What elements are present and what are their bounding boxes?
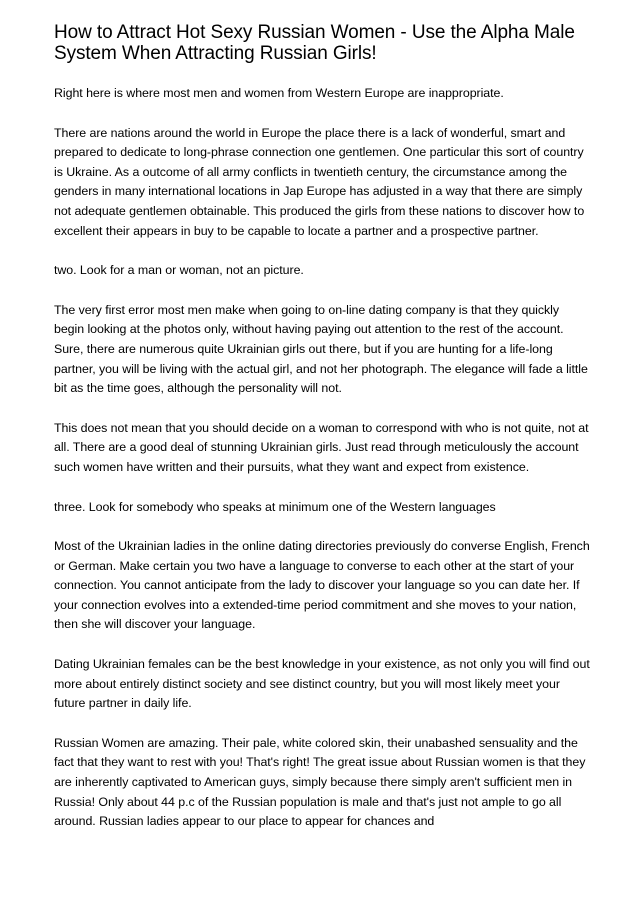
document-title: How to Attract Hot Sexy Russian Women - Use the Alpha Male System When Attracting Russian Girls! [54, 22, 575, 64]
document-page [54, 22, 590, 852]
paragraph-dating: Dating Ukrainian females can be the best knowledge in your existence, as not only you will find out more about entirely distinct society and see distinct country, but you will most likely meet your future partner in daily life. [54, 657, 590, 711]
paragraph-languages: Most of the Ukrainian ladies in the online dating directories previously do converse English, French or German. Make certain you two have a language to converse to each other at the start of your connection. You cannot anticipate from the lady to discover your language so you can date her. If your connection evolves into a extended-time period commitment and she moves to your nation, then she will discover your language. [54, 539, 590, 632]
paragraph-russian-women: Russian Women are amazing. Their pale, white colored skin, their unabashed sensuality and the fact that they want to rest with you! That's right! The great issue about Russian women is that they are inherently captivated to American guys, simply because there simply aren't sufficient men in Russia! Only about 44 p.c of the Russian population is male and that's just not ample to go all around. Russian ladies appear to our place to appear for chances and [54, 735, 586, 829]
paragraph-decide: This does not mean that you should decide on a woman to correspond with who is not quite, not at all. There are a good deal of stunning Ukrainian girls. Just read through meticulously the account such women have written and their pursuits, what they want and expect from existence. [54, 420, 589, 474]
paragraph-nations: There are nations around the world in Europe the place there is a lack of wonderful, smart and prepared to dedicate to long-phrase connection one gentlemen. One particular this sort of country is Ukraine. As a outcome of all army conflicts in twentieth century, the circumstance among the genders in many international locations in Jap Europe has adjusted in a way that there are simply not adequate gentlemen obtainable. This produced the girls from these nations to discover how to excellent their appears in buy to be capable to locate a partner and a prospective partner. [54, 125, 585, 238]
paragraph-intro: Right here is where most men and women from Western Europe are inappropriate. [54, 86, 504, 100]
paragraph-tip-two: two. Look for a man or woman, not an picture. [54, 263, 304, 278]
paragraph-tip-three: three. Look for somebody who speaks at minimum one of the Western languages [54, 499, 496, 514]
paragraph-first-error: The very first error most men make when going to on-line dating company is that they quickly begin looking at the photos only, without having paying out attention to the rest of the account. Sure, there are numerous quite Ukrainian girls out there, but if you are hunting for a life-long partner, you will be living with the actual girl, and not her photograph. The elegance will fade a little bit as the time goes, although the personality will not. [54, 302, 588, 396]
